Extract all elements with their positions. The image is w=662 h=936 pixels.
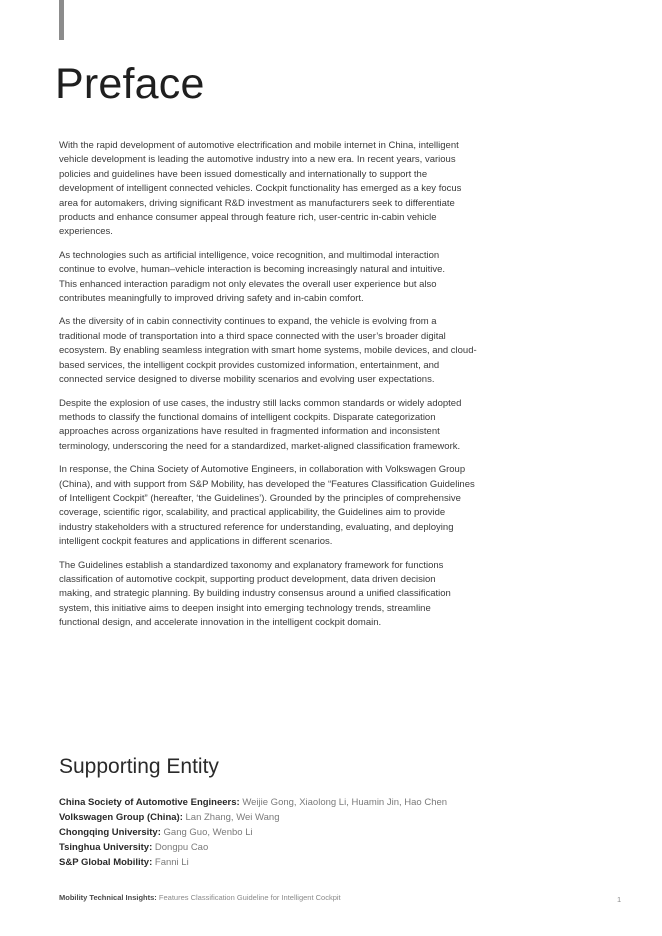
preface-paragraph-6: The Guidelines establish a standardized taxonomy and explanatory framework for functions classification of automotive cockpit, supporting product development, data driven decision making, and strategic planning. By building industry consensus around a unified classification system, this initiative aims to deepen insight into emerging technology trends, streamline functional design, and accelerate innovation in the intelligent cockpit domain. [59,559,451,629]
entity-people: Weijie Gong, Xiaolong Li, Huamin Jin, Hao Chen [242,797,448,808]
top-accent-bar [59,0,64,40]
entity-row [59,825,619,840]
preface-paragraph-5: In response, the China Society of Automotive Engineers, in collaboration with Volkswagen Group (China), and with support from S&P Mobility, has developed the “Features Classification Guidelines of Intelligent Cockpit” (hereafter, ‘the Guidelines’). Grounded by the principles of comprehensive coverage, scientific rigor, scalability, and practical applicability, the Guidelines aim to provide industry stakeholders with a structured reference for understanding, evaluating, and deploying intelligent cockpit features and applications in different scenarios. [59,464,475,548]
page-number: 1 [617,895,622,904]
preface-paragraph-1: With the rapid development of automotive electrification and mobile internet in China, intelligent vehicle development is leading the automotive industry into a new era. In recent years, various policies and guidelines have been issued domestically and internationally to support the development of intelligent connected vehicles. Cockpit functionality has emerged as a key focus area for automakers, driving significant R&D investment as manufacturers seek to differentiate products and enhance consumer appeal through feature rich, user-centric in-cabin vehicle experiences. [59,140,462,238]
supporting-entity-title: Supporting Entity [59,755,219,778]
preface-body [59,139,479,640]
footer-label: Mobility Technical Insights: [59,893,157,902]
entity-row [59,810,619,825]
entity-organization: China Society of Automotive Engineers: [59,797,240,808]
entity-people: Dongpu Cao [154,842,209,853]
entity-organization: S&P Global Mobility: [59,857,153,868]
page-title: Preface [55,60,205,108]
entity-row [59,855,619,870]
footer-document-title: Features Classification Guideline for Intelligent Cockpit [158,893,341,902]
preface-paragraph-3: As the diversity of in cabin connectivity continues to expand, the vehicle is evolving from a traditional mode of transportation into a third space connected with the user’s broader digital ecosystem. By enabling seamless integration with smart home systems, mobile devices, and cloud-based services, the intelligent cockpit provides customized information, entertainment, and connected service designed to diverse mobility scenarios and evolving user expectations. [59,316,477,386]
entity-organization: Volkswagen Group (China): [59,812,183,823]
entity-people: Fanni Li [154,857,189,868]
entity-row [59,840,619,855]
entity-organization: Chongqing University: [59,827,161,838]
entity-people: Gang Guo, Wenbo Li [163,827,253,838]
preface-paragraph-4: Despite the explosion of use cases, the industry still lacks common standards or widely adopted methods to classify the functional domains of intelligent cockpits. Disparate categorization approaches across organizations have resulted in fragmented information and inconsistent terminology, underscoring the need for a standardized, market-aligned classification framework. [59,397,462,452]
preface-paragraph-2: As technologies such as artificial intelligence, voice recognition, and multimodal interaction continue to evolve, human–vehicle interaction is becoming increasingly natural and intuitive. This enhanced interaction paradigm not only elevates the overall user experience but also contributes meaningfully to improved driving safety and in-cabin comfort. [59,249,446,305]
entity-row [59,795,619,810]
entity-people: Lan Zhang, Wei Wang [185,812,280,823]
entity-organization: Tsinghua University: [59,842,153,853]
supporting-entity-list [59,795,619,870]
page-footer [59,893,341,903]
